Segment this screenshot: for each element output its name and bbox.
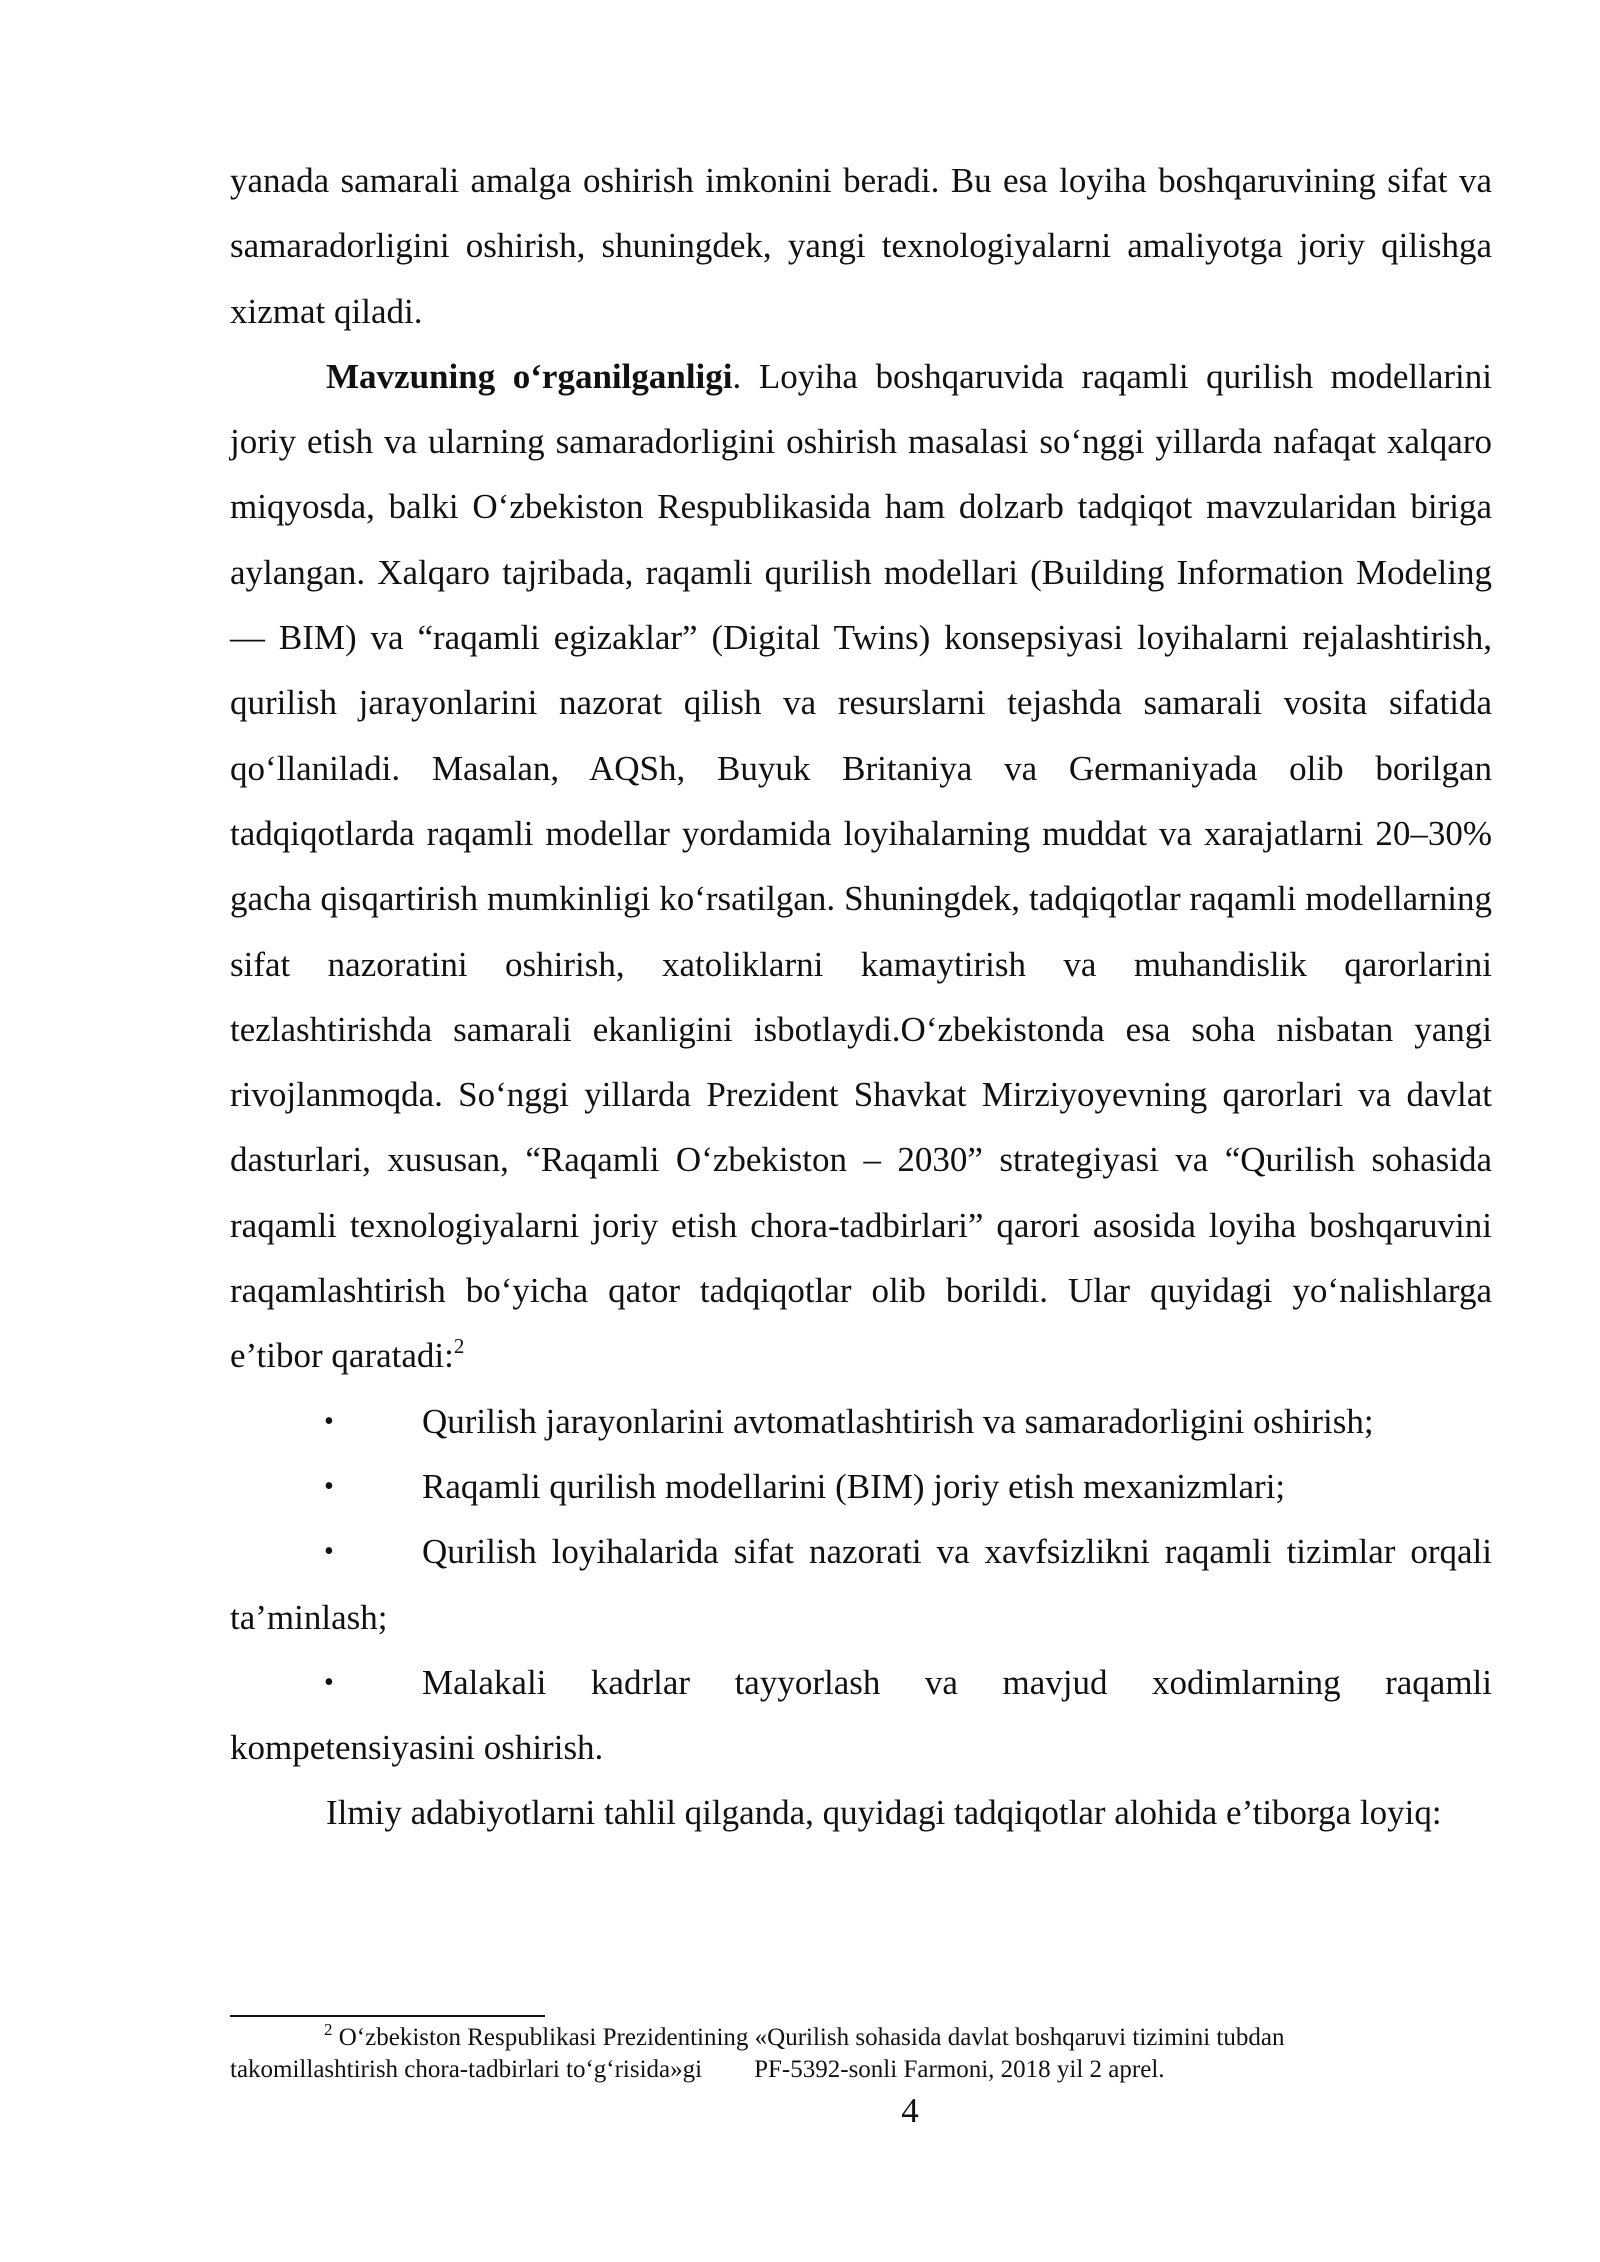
- document-body: [230, 148, 1492, 1846]
- bullet-text: Qurilish loyihalarida sifat nazorati va xavfsizlikni raqamli tizimlar orqali ta’minlash;: [230, 1532, 1492, 1637]
- footnote-reference: 2: [453, 1333, 465, 1358]
- footnote-separator: [230, 2015, 545, 2017]
- footnote-line-2: [230, 2056, 1165, 2083]
- paragraph-literature-text: . Loyiha boshqaruvida raqamli qurilish modellarini joriy etish va ularning samaradorligini oshirish masalasi so‘nggi yillarda nafaqat xalqaro miqyosda, balki O‘zbekiston Respublikasida ham dolzarb tadqiqot mavzularidan biriga aylangan. Xalqaro tajribada, raqamli qurilish modellari (Building Information Modeling — BIM) va “raqamli egizaklar” (Digital Twins) konsepsiyasi loyihalarni rejalashtirish, qurilish jarayonlarini nazorat qilish va resurslarni tejashda samarali vosita sifatida qo‘llaniladi. Masalan, AQSh, Buyuk Britaniya va Germaniyada olib borilgan tadqiqotlarda raqamli modellar yordamida loyihalarning muddat va xarajatlarni 20–30% gacha qisqartirish mumkinligi ko‘rsatilgan. Shuningdek, tadqiqotlar raqamli modellarning sifat nazoratini oshirish, xatoliklarni kamaytirish va muhandislik qarorlarini tezlashtirishda samarali ekanligini isbotlaydi.O‘zbekistonda esa soha nisbatan yangi rivojlanmoqda. So‘nggi yillarda Prezident Shavkat Mirziyoyevning qarorlari va davlat dasturlari, xususan, “Raqamli O‘zbekiston – 2030” strategiyasi va “Qurilish sohasida raqamli texnologiyalarni joriy etish chora-tadbirlari” qarori asosida loyiha boshqaruvini raqamlashtirish bo‘yicha qator tadqiqotlar olib borildi. Ular quyidagi yo‘nalishlarga e’tibor qaratadi:: [230, 356, 1492, 1376]
- bullet-icon: •: [324, 1405, 334, 1437]
- bullet-item: [230, 1650, 1492, 1781]
- section-heading-inline: Mavzuning o‘rganilganligi: [326, 356, 733, 396]
- footnote-text-1: O‘zbekiston Respublikasi Prezidentining «Qurilish sohasida davlat boshqaruvi tizimini tubdan: [338, 2024, 1285, 2051]
- bullet-item: [230, 1389, 1492, 1454]
- paragraph-continuation: yanada samarali amalga oshirish imkonini beradi. Bu esa loyiha boshqaruvining sifat va samaradorligini oshirish, shuningdek, yangi texnologiyalarni amaliyotga joriy qilishga xizmat qiladi.: [230, 161, 1492, 331]
- paragraph-literature-analysis: Ilmiy adabiyotlarni tahlil qilganda, quyidagi tadqiqotlar alohida e’tiborga loyiq:: [326, 1793, 1442, 1833]
- page-number: 4: [901, 2091, 919, 2130]
- footnote-text-2b: PF-5392-sonli Farmoni, 2018 yil 2 aprel.: [754, 2056, 1165, 2083]
- footnote-text-2a: takomillashtirish chora-tadbirlari to‘g‘risida»gi: [230, 2056, 703, 2083]
- bullet-text: Qurilish jarayonlarini avtomatlashtirish va samaradorligini oshirish;: [422, 1401, 1374, 1441]
- footnote-number: 2: [324, 2019, 333, 2039]
- footnote: [230, 2019, 1492, 2086]
- bullet-icon: •: [324, 1470, 334, 1502]
- bullet-item: [230, 1519, 1492, 1650]
- bullet-text: Malakali kadrlar tayyorlash va mavjud xodimlarning raqamli kompetensiyasini oshirish.: [230, 1662, 1492, 1768]
- footnote-line-1: [230, 2019, 1492, 2054]
- bullet-icon: •: [324, 1536, 334, 1568]
- paragraph-literature-status: [230, 344, 1492, 1389]
- bullet-text: Raqamli qurilish modellarini (BIM) joriy etish mexanizmlari;: [422, 1466, 1286, 1506]
- bullet-icon: •: [324, 1666, 334, 1698]
- bullet-item: [230, 1454, 1492, 1519]
